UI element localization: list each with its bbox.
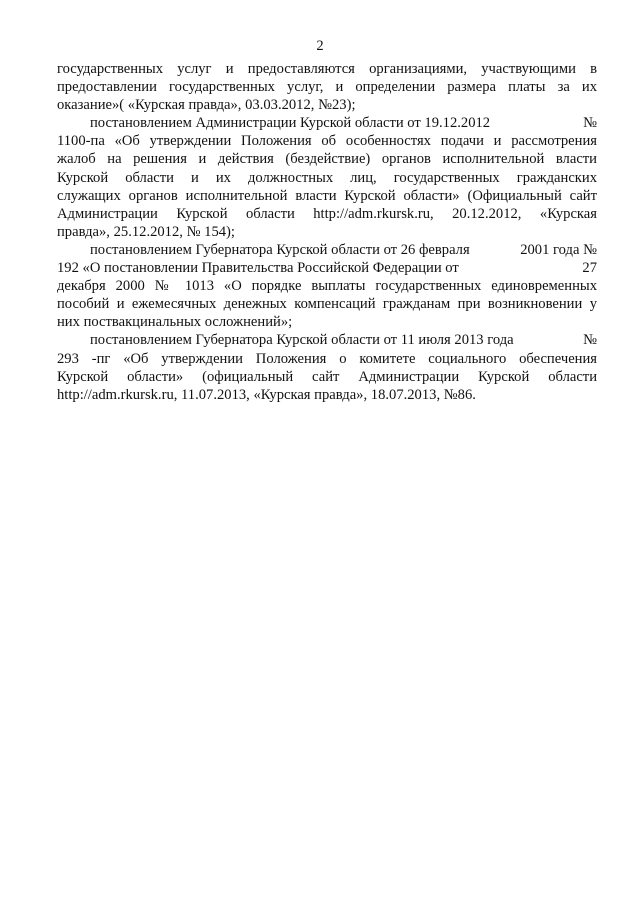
text-line: них поствакцинальных осложнений»; (57, 314, 293, 331)
page-number: 2 (316, 38, 324, 54)
text-fragment: 2001 года № (520, 241, 597, 258)
text-fragment: № (583, 332, 597, 349)
text-line (57, 331, 597, 349)
text-line: правда», 25.12.2012, № 154); (57, 223, 235, 240)
text-fragment: 27 (582, 260, 597, 277)
text-line (57, 259, 597, 277)
paragraph-3 (57, 241, 597, 331)
text-line: предоставлении государственных услуг, и определении размера платы за их (57, 79, 597, 96)
text-line: Курской области и их должностных лиц, государственных гражданских (57, 169, 597, 186)
text-fragment: постановлением Губернатора Курской области от 26 февраля (90, 241, 470, 258)
text-line (57, 241, 597, 259)
text-line: государственных услуг и предоставляются организациями, участвующими в (57, 61, 597, 77)
text-line: жалоб на решения и действия (бездействие) органов исполнительной власти (57, 151, 597, 168)
text-fragment: 192 «О постановлении Правительства Российской Федерации от (57, 260, 459, 277)
text-line: служащих органов исполнительной власти Курской области» (Официальный сайт (57, 187, 597, 204)
document-body (57, 60, 597, 404)
text-line: оказание»( «Курская правда», 03.03.2012, №23); (57, 97, 356, 114)
text-line: 1100-па «Об утверждении Положения об особенностях подачи и рассмотрения (57, 133, 597, 150)
text-line: пособий и ежемесячных денежных компенсаций гражданам при возникновении у (57, 296, 597, 313)
text-line: Администрации Курской области http://adm.rkursk.ru, 20.12.2012, «Курская (57, 205, 597, 222)
text-fragment: № (583, 115, 597, 132)
text-fragment: постановлением Губернатора Курской области от 11 июля 2013 года (90, 332, 514, 349)
paragraph-2 (57, 114, 597, 241)
paragraph-4 (57, 331, 597, 403)
text-line: 293 -пг «Об утверждении Положения о комитете социального обеспечения (57, 350, 597, 367)
paragraph-1 (57, 60, 597, 114)
text-line (57, 114, 597, 132)
text-line: декабря 2000 № 1013 «О порядке выплаты государственных единовременных (57, 278, 597, 295)
text-line: Курской области» (официальный сайт Администрации Курской области (57, 368, 597, 385)
text-fragment: постановлением Администрации Курской области от 19.12.2012 (90, 115, 491, 132)
text-line: http://adm.rkursk.ru, 11.07.2013, «Курская правда», 18.07.2013, №86. (57, 386, 476, 403)
